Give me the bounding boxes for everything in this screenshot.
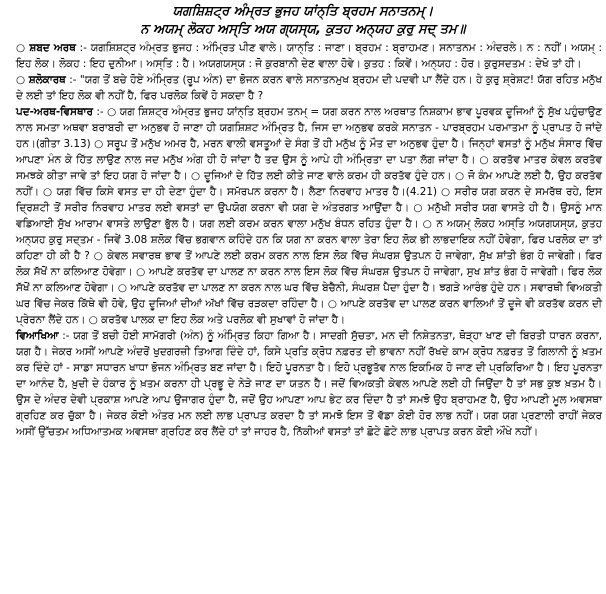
pad-arth-paragraph bbox=[4, 104, 602, 328]
pad-arth-label: ਪਦ-ਅਰਥ-ਵਿਸਥਾਰ bbox=[16, 106, 93, 118]
viakhia-label: ਵਿਆਖਿਆ bbox=[16, 330, 59, 342]
verse-line-2: ਨ ਅਯਮ੍ ਲੋਕਹ ਅਸ੍ਤਿ ਅਯ ਗ੍ਯਸ੍ਯ, ਕੁਤਹ ਅਨ੍ਯਹ ਕੁਰੁ ਸਦ੍ ਤਮ॥ bbox=[140, 22, 466, 37]
shlokarth-paragraph: ○ ਸ਼ਲੋਕਾਰਥ :- "ਯਗ ਤੋਂ ਬਚੇ ਹੋਏ ਅੰਮ੍ਰਿਤ (ਰੂਪ ਅੰਨ) ਦਾ ਭੋਜਨ ਕਰਨ ਵਾਲੇ ਸਨਾਤਨਮੁਖ ਬ੍ਰਹਮ ਦੀ ਪਦਵੀ ਪਾ ਲੈਂਦੇ ਹਨ। ਹੇ ਕੁਰੁ ਸ਼੍ਰੇਸ਼ਟ! ਯੱਗ ਰਹਿਤ ਮਨੁੱਖ ਦੇ ਲਈ ਤਾਂ ਇਹ ਲੋਕ ਵੀ ਨਹੀਂ ਹੈ, ਫਿਰ ਪਰਲੋਕ ਕਿਵੇਂ ਹੋ ਸਕਦਾ ਹੈ ? bbox=[16, 74, 602, 102]
shlokarth-label: ਸ਼ਲੋਕਾਰਥ bbox=[28, 74, 66, 86]
shlokarth-text: :- "ਯਗ ਤੋਂ ਬਚੇ ਹੋਏ ਅੰਮ੍ਰਿਤ (ਰੂਪ ਅੰਨ) ਦਾ ਭੋਜਨ ਕਰਨ ਵਾਲੇ ਸਨਾਤਨਮੁਖ ਬ੍ਰਹਮ ਦੀ ਪਦਵੀ ਪਾ ਲੈਂਦੇ ਹਨ। ਹੇ ਕੁਰੁ ਸ਼੍ਰੇਸ਼ਟ! ਯੱਗ ਰਹਿਤ ਮਨੁੱਖ ਦੇ ਲਈ ਤਾਂ ਇਹ ਲੋਕ ਵੀ ਨਹੀਂ ਹੈ, ਫਿਰ ਪਰਲੋਕ ਕਿਵੇਂ ਹੋ ਸਕਦਾ ਹੈ ? bbox=[16, 74, 602, 102]
verse-line-1: ਯਗਸ਼ਿਸ਼ਟ੍ਰ ਅੰਮ੍ਰਤ ਭੁਜਹ ਯਾਂਨ੍ਤਿ ਬ੍ਰਹਮ ਸਨਾਤਨਮ੍। bbox=[172, 4, 434, 19]
viakhia-paragraph bbox=[4, 328, 602, 440]
shabad-arth-label: ਸ਼ਬਦ ਅਰਥ bbox=[29, 42, 76, 54]
pad-arth-text: :- ○ ਯਗ ਸ਼ਿਸ਼ਟ੍ਰ ਅੰਮ੍ਰਤ ਭੁਜਹ ਯਾਂਨ੍ਤਿ ਬ੍ਰਹਮ ਤਨਮ੍ = ਯਗ ਕਰਨ ਨਾਲ ਅਰਥਾਤ ਨਿਸ਼ਕਾਮ ਭਾਵ ਪੂਰਵਕ ਦੂਜਿਆਂ ਨੂੰ ਸੁੱਖ ਪਹੁੰਚਾਉਣ ਨਾਲ ਸਮਤਾ ਅਥਵਾ ਬਰਾਬਰੀ ਦਾ ਅਨੁਭਵ ਹੋ ਜਾਣਾ ਹੀ ਯਗਸ਼ਿਸ਼ਟ ਅੰਮ੍ਰਿਤ ਹੈ, ਜਿਸ ਦਾ ਅਨੁਭਵ ਕਰਕੇ ਸਨਾਤਨ - ਪਾਰਬ੍ਰਹਮ ਪਰਮਾਤਮਾ ਨੂੰ ਪ੍ਰਾਪਤ ਹੋ ਜਾਂਦੇ ਹਨ।(ਗੀਤਾ 3.13) ○ ਸਰੂਪ ਤੋਂ ਮਨੁੱਖ ਅਮਰ ਹੈ, ਮਰਨ ਵਾਲੀ ਵਸਤੂਆਂ ਦੇ ਸੰਗ ਤੋਂ ਹੀ ਮਨੁੱਖ ਨੂੰ ਮੌਤ ਦਾ ਅਨੁਭਵ ਹੁੰਦਾ ਹੈ। ਜਿਨ੍ਹਾਂ ਵਸਤਾਂ ਨੂੰ ਮਨੁੱਖ ਸੰਸਾਰ ਵਿੱਚ ਆਪਣਾ ਮੰਨ ਕੇ ਹਿੱਤ ਲਾਉਣ ਨਾਲ ਜਦ ਮਨੁੱਖ ਅੰਗ ਹੀ ਹੋ ਜਾਂਦਾ ਹੈ ਤਦ ਉਸ ਨੂੰ ਆਪੇ ਹੀ ਅੰਮ੍ਰਿਤਾ ਦਾ ਪਤਾ ਲੱਗ ਜਾਂਦਾ ਹੈ। ○ ਕਰਤੱਵ ਮਾਤਰ ਕੇਵਲ ਕਰਤੱਵ ਸਮਝਕੇ ਕੀਤਾ ਜਾਵੇ ਤਾਂ ਇਹ ਯਗ ਹੋ ਜਾਂਦਾ ਹੈ। ○ ਦੂਜਿਆਂ ਦੇ ਹਿੱਤ ਲਈ ਕੀਤੇ ਜਾਣ ਵਾਲੇ ਕਰਮ ਹੀ ਕਰਤੱਵ ਹੁੰਦੇ ਹਨ। ○ ਜੋ ਕੰਮ ਆਪਣੇ ਲਈ ਹੈ, ਉਹ ਕਰਤੱਵ ਨਹੀਂ। ○ ਯਗ ਵਿੱਚ ਕਿਸੇ ਵਸਤ ਦਾ ਹੀ ਦੇਣਾ ਹੁੰਦਾ ਹੈ। ਸਮੱਰਪਨ ਕਰਨਾ ਹੈ। ਲੈਣਾ ਨਿਰਵਾਹ ਮਾਤਰ ਹੈ।(4.21) ○ ਸਰੀਰ ਯਗ ਕਰਨ ਦੇ ਸਮਰੱਥ ਰਹੇ, ਇਸ ਦ੍ਰਿਸ਼ਟੀ ਤੋਂ ਸਰੀਰ ਨਿਰਵਾਹ ਮਾਤਰ ਲਈ ਵਸਤਾਂ ਦਾ ਉਪਯੋਗ ਕਰਨਾ ਵੀ ਯਗ ਦੇ ਅੰਤਰਗਤ ਆਉਂਦਾ ਹੈ। ○ ਮਨੁੱਖੀ ਸਰੀਰ ਯਗ ਵਾਸਤੇ ਹੀ ਹੈ। ਉਸਨੂੰ ਮਾਨ ਵਡਿਆਈ ਸੁੱਖ ਆਰਾਮ ਵਾਸਤੇ ਲਾਉਣਾ ਭੁੱਲ ਹੈ। ਯਗ ਲਈ ਕਰਮ ਕਰਨ ਵਾਲਾ ਮਨੁੱਖ ਬੰਧਨ ਰਹਿਤ ਹੁੰਦਾ ਹੈ। ○ ਨ ਅਯਮ੍ ਲੋਕਹ ਅਸ੍ਤਿ ਅਯਗਯਸ੍ਯ, ਕੁਤਹ ਅਨ੍ਯਹ ਕੁਰੁ ਸਦ੍ਤਮ - ਜਿਵੇਂ 3.08 ਸ਼ਲੋਕ ਵਿੱਚ ਭਗਵਾਨ ਕਹਿੰਦੇ ਹਨ ਕਿ ਯਗ ਨਾ ਕਰਨ ਵਾਲਾ ਤੇਰਾ ਇਹ ਲੋਕ ਭੀ ਲਾਭਦਾਇਕ ਨਹੀਂ ਹੋਵੇਗਾ, ਫਿਰ ਪਰਲੋਕ ਦਾ ਤਾਂ ਕਹਿਣਾ ਹੀ ਕੀ ਹੈ ? ○ ਕੇਵਲ ਸਵਾਰਥ ਭਾਵ ਤੋਂ ਆਪਣੇ ਲਈ ਕਰਮ ਕਰਨ ਨਾਲ ਇਸ ਲੋਕ ਵਿੱਚ ਸੰਘਰਸ਼ ਉਤਪਨ ਹੋ ਜਾਵੇਗਾ, ਸੁੱਖ ਸ਼ਾਂਤੀ ਭੰਗ ਹੋ ਜਾਵੇਗੀ। ਫਿਰ ਲੋਕ ਸੱਖੋਂ ਨਾ ਕਲਿਆਣ ਹੋਵੇਗਾ। ○ ਆਪਣੇ ਕਰਤੱਵ ਦਾ ਪਾਲਣ ਨਾ ਕਰਨ ਨਾਲ ਇਸ ਲੋਕ ਵਿੱਚ ਸੰਘਰਸ਼ ਉਤਪਨ ਹੋ ਜਾਵੇਗਾ, ਸੁਖ ਸ਼ਾਂਤ ਭੰਗ ਹੋ ਜਾਵੇਗੀ। ਫਿਰ ਲੋਕ ਸੱਖੋਂ ਨਾ ਕਲਿਆਣ ਹੋਵੇਗਾ। ○ ਆਪਣੇ ਕਰਤੱਵ ਦਾ ਪਾਲਣ ਨਾ ਕਰਨ ਨਾਲ ਘਰ ਵਿੱਚ ਬੇਚੈਨੀ, ਸੰਘਰਸ਼ ਪੈਦਾ ਹੁੰਦਾ ਹੈ। ਝਗੜੇ ਆਰੰਭ ਹੁੰਦੇ ਹਨ। ਸਵਾਰਥੀ ਵਿਅਕਤੀ ਘਰ ਵਿੱਚ ਜੇਕਰ ਕਿੱਥੇ ਵੀ ਹੋਵੇ, ਉਹ ਦੂਜਿਆਂ ਦੀਆਂ ਅੱਖਾਂ ਵਿੱਚ ਰੜਕਦਾ ਰਹਿੰਦਾ ਹੈ। ○ ਆਪਣੇ ਕਰਤੱਵ ਦਾ ਪਾਲਣ ਕਰਨ ਵਾਲਿਆਂ ਤੋਂ ਦੂਜੇ ਵੀ ਕਰਤੱਵ ਕਰਨ ਦੀ ਪ੍ਰੇਰਨਾ ਲੈਂਦੇ ਹਨ। ○ ਕਰਤੱਵ ਪਾਲਕ ਦਾ ਇਹ ਲੋਕ ਅਤੇ ਪਰਲੋਕ ਵੀ ਸੁਖਾਵਾਂ ਹੋ ਜਾਂਦਾ ਹੈ। bbox=[16, 106, 602, 326]
viakhia-text: :- ਯਗ ਤੋਂ ਬਚੀ ਹੋਈ ਸਾਮੱਗਰੀ (ਅੰਨ) ਨੂੰ ਅੰਮ੍ਰਿਤ ਕਿਹਾ ਗਿਆ ਹੈ। ਸਾਦਗੀ ਸੁੱਚਤਾ, ਮਨ ਦੀ ਨਿਸ਼ੇਤਨਤਾ, ਥੋੜ੍ਹਾ ਖਾਣ ਦੀ ਬਿਰਤੀ ਧਾਰਨ ਕਰਨਾ, ਯਗ ਹੈ। ਜੇਕਰ ਅਸੀਂ ਆਪਣੇ ਅੰਦਰੋਂ ਖੁਦਗਰਜ਼ੀ ਤਿਆਗ ਦਿੰਦੇ ਹਾਂ, ਕਿਸੇ ਪ੍ਰਤਿ ਕ੍ਰੋਧ ਨਫ਼ਰਤ ਦੀ ਭਾਵਨਾ ਨਹੀਂ ਰੱਖਦੇ ਕਾਮ ਕ੍ਰੋਧ ਨਫ਼ਰਤ ਤੋਂ ਗਿਲਾਨੀ ਨੂੰ ਖ਼ਤਮ ਕਰ ਦਿੰਦੇ ਹਾਂ - ਸਾਡਾ ਸਧਾਰਨ ਖਾਧਾ ਭੋਜਨ ਅੰਮ੍ਰਿਤ ਬਣ ਜਾਂਦਾ ਹੈ। ਇਹੋ ਪੂਰਨਤਾ ਹੈ। ਇਹੋ ਪ੍ਰਭੂਤੱਵ ਨਾਲ ਇਕਮਿਕ ਹੋ ਜਾਣ ਦੀ ਪ੍ਰਕਿਰਿਆ ਹੈ। ਇਹ ਪੂਰਨਤਾ ਦਾ ਆਨੰਦ ਹੈ, ਖ਼ੁਦੀ ਦੇ ਹੰਕਾਰ ਨੂੰ ਖ਼ਤਮ ਕਰਨਾ ਹੀ ਪ੍ਰਭੂ ਦੇ ਨੇੜੇ ਜਾਣ ਦਾ ਯਤਨ ਹੈ। ਜਦੋਂ ਵਿਅਕਤੀ ਕੇਵਲ ਆਪਣੇ ਲਈ ਹੀ ਜਿਉਂਦਾ ਹੈ ਤਾਂ ਸਭ ਕੁਝ ਖ਼ਤਮ ਹੈ। ਉਸ ਦੇ ਅੰਦਰ ਦੇਵੀ ਪ੍ਰਕਾਸ਼ ਆਪਣੇ ਆਪ ਉਜਾਗਰ ਹੁੰਦਾ ਹੈ, ਜਦੋਂ ਉਹ ਆਪਣਾ ਆਪ ਭੇਟ ਕਰ ਦਿੰਦਾ ਹੈ ਤਾਂ ਸਮਝੋ ਉਹ ਬ੍ਰਾਹਮਣ ਹੈ, ਉਹ ਆਪਣੀ ਮੂਲ ਅਵਸਥਾ ਗ੍ਰਹਿਣ ਕਰ ਚੁੱਕਾ ਹੈ। ਜੇਕਰ ਕੋਈ ਅੰਤਰ ਮਨ ਲਈ ਲਾਭ ਪ੍ਰਾਪਤ ਕਰਦਾ ਹੈ ਤਾਂ ਸਮਝੋ ਇਸ ਤੋਂ ਵੱਡਾ ਕੋਈ ਹੋਰ ਲਾਭ ਨਹੀਂ। ਯਗ ਯਗ ਪ੍ਰਣਾਲੀ ਰਾਹੀਂ ਜੇਕਰ ਅਸੀਂ ਉੱਚਤਮ ਅਧਿਆਤਮਕ ਅਵਸਥਾ ਗ੍ਰਹਿਣ ਕਰ ਲੈਂਦੇ ਹਾਂ ਤਾਂ ਜਾਹਰ ਹੈ, ਨਿੱਕੀਆਂ ਵਸਤਾਂ ਤਾਂ ਛੋਟੇ ਛੋਟੇ ਲਾਭ ਪ੍ਰਾਪਤ ਕਰਨ ਕੋਈ ਔਖੇ ਨਹੀਂ। bbox=[16, 330, 602, 438]
shabad-arth-text: :- ਯਗਸ਼ਿਸ਼ਟ੍ਰ ਅੰਮ੍ਰਤ ਭੁਜਹ : ਅੰਮ੍ਰਿਤ ਪੀਣ ਵਾਲੇ। ਯਾਨ੍ਤਿ : ਜਾਣਾ। ਬ੍ਰਹਮ : ਬ੍ਰਾਹਮਣ। ਸਨਾਤਨਮ : ਅੰਦਰਲੇ। ਨ : ਨਹੀਂ। ਅਯਮ੍ : ਇਹ ਲੋਕ। ਲੋਕਹ : ਇਹ ਦੁਨੀਆ। ਅਸ੍ਤਿ : ਹੈ। ਅਯਗਯਸ੍ਯ : ਜੋ ਕੁਰਬਾਨੀ ਦੇਣ ਵਾਲਾ ਹੋਵੇ। ਕੁਤਹ : ਕਿਵੇਂ। ਅਨ੍ਯਹ : ਹੋਰ। ਕੁਰੁਸਦਤਮ : ਦੇਖੋ ਤਾਂ ਹੀ। bbox=[16, 42, 602, 70]
shabad-arth-paragraph: ○ ਸ਼ਬਦ ਅਰਥ :- ਯਗਸ਼ਿਸ਼ਟ੍ਰ ਅੰਮ੍ਰਤ ਭੁਜਹ : ਅੰਮ੍ਰਿਤ ਪੀਣ ਵਾਲੇ। ਯਾਨ੍ਤਿ : ਜਾਣਾ। ਬ੍ਰਹਮ : ਬ੍ਰਾਹਮਣ। ਸਨਾਤਨਮ : ਅੰਦਰਲੇ। ਨ : ਨਹੀਂ। ਅਯਮ੍ : ਇਹ ਲੋਕ। ਲੋਕਹ : ਇਹ ਦੁਨੀਆ। ਅਸ੍ਤਿ : ਹੈ। ਅਯਗਯਸ੍ਯ : ਜੋ ਕੁਰਬਾਨੀ ਦੇਣ ਵਾਲਾ ਹੋਵੇ। ਕੁਤਹ : ਕਿਵੇਂ। ਅਨ੍ਯਹ : ਹੋਰ। ਕੁਰੁਸਦਤਮ : ਦੇਖੋ ਤਾਂ ਹੀ। bbox=[16, 42, 602, 70]
